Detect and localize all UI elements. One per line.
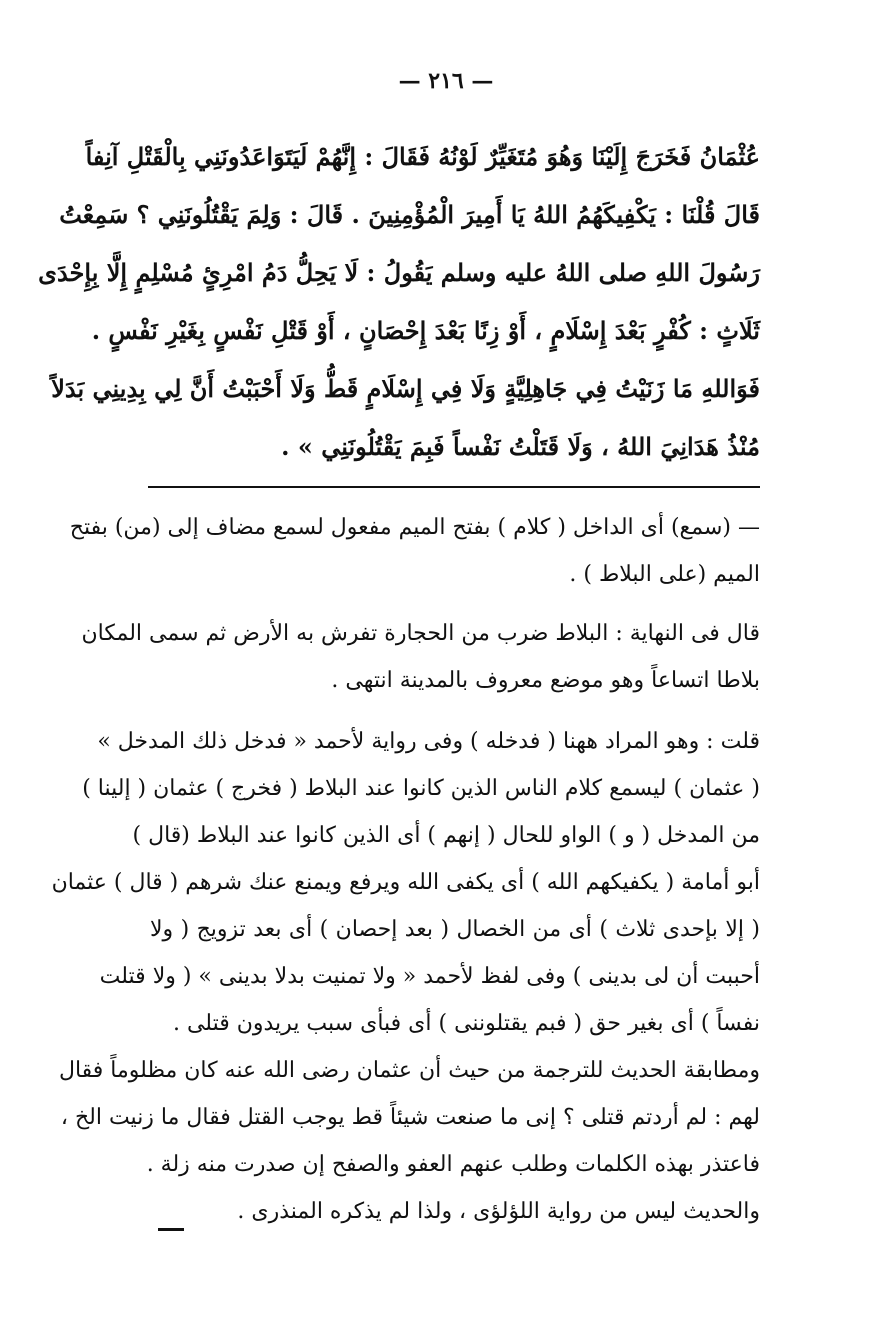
hadith-line: قَالَ قُلْنَا : يَكْفِيكَهُمُ اللهُ يَا أَمِيرَ الْمُؤْمِنِينَ . قَالَ : وَلِمَ يَقْتُلُونَنِي ؟ سَمِعْتُ xyxy=(59,200,760,229)
commentary-line: أحببت أن لى بدينى ) وفى لفظ لأحمد « ولا تمنيت بدلا بدينى » ( ولا قتلت xyxy=(99,964,760,989)
hadith-line: مُنْذُ هَدَانِيَ اللهُ ، وَلَا قَتَلْتُ نَفْساً فَبِمَ يَقْتُلُونَنِي » . xyxy=(281,432,760,461)
hadith-text xyxy=(38,128,760,476)
end-dash xyxy=(158,1228,184,1231)
commentary-paragraph xyxy=(51,718,760,1047)
commentary-line: نفساً ) أى بغير حق ( فبم يقتلوننى ) أى فبأى سبب يريدون قتلى . xyxy=(172,1011,760,1036)
commentary-line: بلاطا اتساعاً وهو موضع معروف بالمدينة انتهى . xyxy=(331,668,760,693)
commentary-line: ومطابقة الحديث للترجمة من حيث أن عثمان رضى الله عنه كان مظلوماً فقال xyxy=(58,1058,760,1083)
footnote-separator xyxy=(148,486,760,488)
commentary-line: ( إلا بإحدى ثلاث ) أى من الخصال ( بعد إحصان ) أى بعد تزويج ( ولا xyxy=(150,917,760,942)
commentary-line: من المدخل ( و ) الواو للحال ( إنهم ) أى الذين كانوا عند البلاط (قال ) xyxy=(132,823,760,848)
commentary xyxy=(51,504,760,1235)
commentary-line: الميم (على البلاط ) . xyxy=(569,562,760,587)
hadith-line: ثَلَاثٍ : كُفْرٍ بَعْدَ إِسْلَامٍ ، أَوْ زِنًا بَعْدَ إِحْصَانٍ ، أَوْ قَتْلِ نَفْسٍ بِغَيْرِ نَفْسٍ . xyxy=(91,316,760,345)
commentary-line: والحديث ليس من رواية اللؤلؤى ، ولذا لم يذكره المنذرى . xyxy=(237,1199,760,1224)
commentary-line: قلت : وهو المراد ههنا ( فدخله ) وفى رواية لأحمد « فدخل ذلك المدخل » xyxy=(97,729,760,754)
commentary-line: أبو أمامة ( يكفيكهم الله ) أى يكفى الله ويرفع ويمنع عنك شرهم ( قال ) عثمان xyxy=(51,870,760,895)
commentary-line: لهم : لم أردتم قتلى ؟ إنى ما صنعت شيئاً قط يوجب القتل فقال ما زنيت الخ ، xyxy=(60,1105,760,1130)
page-number: — ٢١٦ — xyxy=(398,68,494,94)
commentary-paragraph xyxy=(58,1047,760,1188)
hadith-line: عُثْمَانُ فَخَرَجَ إِلَيْنَا وَهُوَ مُتَغَيِّرٌ لَوْنُهُ فَقَالَ : إِنَّهُمْ لَيَتَوَاعَدُونَنِي بِالْقَتْلِ آنِفاً xyxy=(85,142,760,171)
commentary-paragraph xyxy=(81,610,760,704)
commentary-line: — (سمع) أى الداخل ( كلام ) بفتح الميم مفعول لسمع مضاف إلى (من) بفتح xyxy=(69,515,760,540)
commentary-paragraph xyxy=(150,1188,760,1235)
hadith-line: رَسُولَ اللهِ صلى اللهُ عليه وسلم يَقُولُ : لَا يَحِلُّ دَمُ امْرِئٍ مُسْلِمٍ إِلَّا بِإِحْدَى xyxy=(38,258,760,287)
commentary-line: ( عثمان ) ليسمع كلام الناس الذين كانوا عند البلاط ( فخرج ) عثمان ( إلينا ) xyxy=(82,776,760,801)
commentary-line: فاعتذر بهذه الكلمات وطلب عنهم العفو والصفح إن صدرت منه زلة . xyxy=(146,1152,760,1177)
commentary-paragraph xyxy=(69,504,760,598)
commentary-line: قال فى النهاية : البلاط ضرب من الحجارة تفرش به الأرض ثم سمى المكان xyxy=(81,621,760,646)
hadith-line: فَوَاللهِ مَا زَنَيْتُ فِي جَاهِلِيَّةٍ وَلَا فِي إِسْلَامٍ قَطُّ وَلَا أَحْبَبْتُ أَنَّ لِي بِدِينِي بَدَلاً xyxy=(51,374,760,403)
